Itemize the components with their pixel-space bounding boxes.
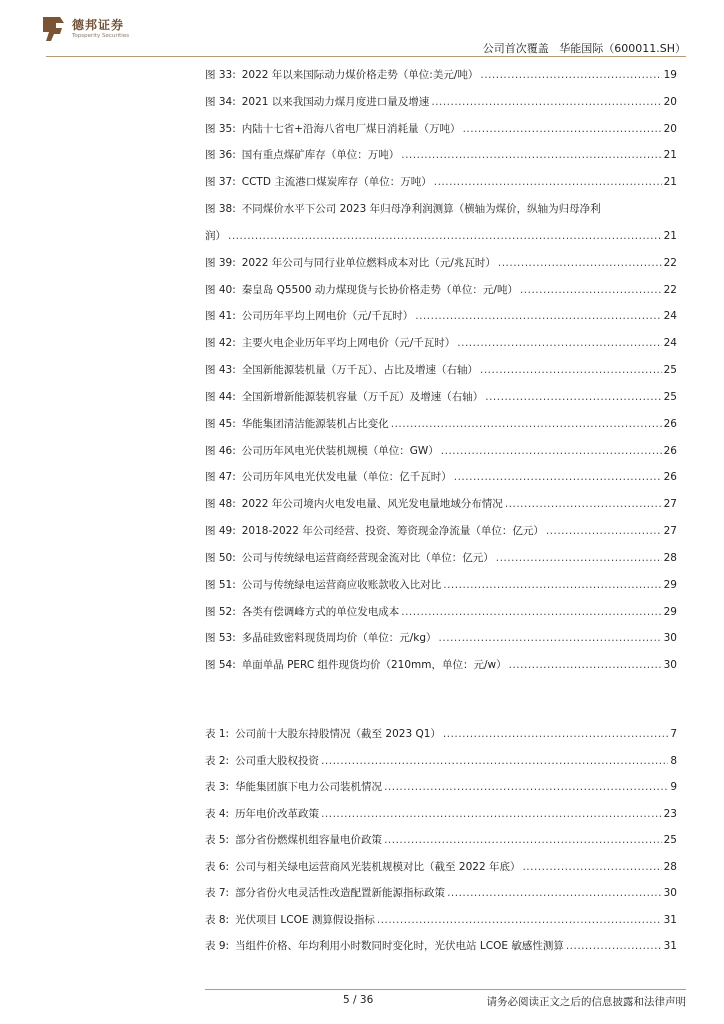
entry-title: 公司历年风电光伏发电量（单位：亿千瓦时） [241, 471, 452, 483]
entry-title: 2022 年公司与同行业单位燃料成本对比（元/兆瓦时） [241, 257, 496, 269]
toc-entry[interactable] [205, 388, 677, 404]
entry-label: 表 7: [205, 887, 230, 899]
toc-entry[interactable] [205, 334, 677, 350]
dot-leader [443, 727, 668, 741]
entry-title: 历年电价改革政策 [235, 808, 320, 820]
toc-entry[interactable] [205, 549, 677, 565]
dot-leader [431, 95, 661, 109]
dot-leader [546, 524, 662, 538]
disclaimer-text: 请务必阅读正文之后的信息披露和法律声明 [486, 996, 686, 1008]
toc-entry[interactable] [205, 911, 677, 927]
entry-page: 20 [663, 123, 677, 135]
entry-label: 图 47: [205, 471, 236, 483]
toc-entry[interactable] [205, 937, 677, 953]
entry-title: 公司前十大股东持股情况（截至 2023 Q1） [235, 728, 441, 740]
entry-title: 单面单晶 PERC 组件现货均价（210mm，单位：元/w） [241, 659, 507, 671]
entry-title: 不同煤价水平下公司 2023 年归母净利润测算（横轴为煤价，纵轴为归母净利 [241, 203, 601, 215]
entry-title: 2021 以来我国动力煤月度进口量及增速 [241, 96, 430, 108]
toc-entry[interactable] [205, 522, 677, 538]
company-ticker: 华能国际（600011.SH） [559, 42, 686, 55]
dot-leader [391, 417, 662, 431]
toc-entry[interactable] [205, 831, 677, 847]
dot-leader [480, 363, 662, 377]
entry-title: 秦皇岛 Q5500 动力煤现货与长协价格走势（单位：元/吨） [241, 284, 518, 296]
entry-label: 表 3: [205, 781, 230, 793]
toc-entry[interactable] [205, 858, 677, 874]
dot-leader [447, 886, 662, 900]
toc-entry[interactable] [205, 307, 677, 323]
entry-label: 图 41: [205, 310, 236, 322]
entry-page: 31 [663, 940, 677, 952]
entry-label: 图 37: [205, 176, 236, 188]
entry-page: 31 [663, 914, 677, 926]
entry-page: 25 [663, 364, 677, 376]
entry-page: 30 [663, 887, 677, 899]
entry-title: 各类有偿调峰方式的单位发电成本 [241, 606, 400, 618]
entry-label: 图 50: [205, 552, 236, 564]
entry-title: 2018-2022 年公司经营、投资、筹资现金净流量（单位：亿元） [241, 525, 544, 537]
dot-leader [522, 860, 661, 874]
entry-title: 公司与传统绿电运营商经营现金流对比（单位：亿元） [241, 552, 494, 564]
entry-title: 公司与传统绿电运营商应收账款收入比对比 [241, 579, 442, 591]
toc-entry[interactable] [205, 725, 677, 741]
entry-title: 华能集团旗下电力公司装机情况 [235, 781, 383, 793]
entry-title: CCTD 主流港口煤炭库存（单位：万吨） [241, 176, 432, 188]
entry-page: 24 [663, 310, 677, 322]
dot-leader [498, 256, 662, 270]
entry-page: 20 [663, 96, 677, 108]
toc-entry[interactable] [205, 66, 677, 82]
entry-label: 图 43: [205, 364, 236, 376]
entry-page: 25 [663, 391, 677, 403]
entry-page: 19 [663, 69, 677, 81]
dot-leader [415, 309, 661, 323]
toc-entry[interactable] [205, 200, 677, 216]
toc-entry[interactable] [205, 146, 677, 162]
dot-leader [480, 68, 661, 82]
dot-leader [439, 631, 662, 645]
entry-page: 30 [663, 632, 677, 644]
entry-title: 内陆十七省+沿海八省电厂煤日消耗量（万吨） [241, 123, 461, 135]
dot-leader [509, 658, 662, 672]
dot-leader [505, 497, 662, 511]
entry-page: 22 [663, 257, 677, 269]
toc-entry[interactable] [205, 120, 677, 136]
entry-page: 29 [663, 579, 677, 591]
report-type: 公司首次覆盖 [482, 42, 549, 55]
entry-page: 27 [663, 498, 677, 510]
dot-leader [520, 283, 662, 297]
entry-label: 图 40: [205, 284, 236, 296]
dot-leader [566, 939, 662, 953]
header-divider [46, 56, 686, 57]
dot-leader [496, 551, 662, 565]
dot-leader [485, 390, 661, 404]
entry-page: 26 [663, 445, 677, 457]
entry-title: 全国新增新能源装机容量（万千瓦）及增速（右轴） [241, 391, 484, 403]
entry-title: 部分省份火电灵活性改造配置新能源指标政策 [235, 887, 446, 899]
entry-title: 公司历年风电光伏装机规模（单位：GW） [241, 445, 439, 457]
dot-leader [463, 122, 662, 136]
toc-entry[interactable] [205, 415, 677, 431]
entry-label: 图 39: [205, 257, 236, 269]
toc-entry[interactable] [205, 752, 677, 768]
toc-entry[interactable] [205, 576, 677, 592]
toc-entry[interactable] [205, 884, 677, 900]
entry-title: 公司重大股权投资 [235, 755, 320, 767]
entry-title: 润） [205, 230, 226, 242]
entry-page: 21 [663, 149, 677, 161]
entry-label: 图 52: [205, 606, 236, 618]
entry-page: 21 [663, 230, 677, 242]
entry-page: 28 [663, 552, 677, 564]
toc-entry[interactable] [205, 93, 677, 109]
entry-label: 图 54: [205, 659, 236, 671]
entry-label: 图 46: [205, 445, 236, 457]
dot-leader [457, 336, 661, 350]
dot-leader [454, 470, 662, 484]
entry-label: 图 51: [205, 579, 236, 591]
toc-entry[interactable] [205, 603, 677, 619]
entry-label: 图 53: [205, 632, 236, 644]
entry-label: 图 42: [205, 337, 236, 349]
entry-label: 表 2: [205, 755, 230, 767]
entry-label: 图 49: [205, 525, 236, 537]
toc-entry[interactable] [205, 805, 677, 821]
entry-page: 7 [670, 728, 677, 740]
report-header-info [483, 40, 686, 56]
dot-leader [377, 913, 662, 927]
entry-label: 图 44: [205, 391, 236, 403]
entry-label: 图 45: [205, 418, 236, 430]
dot-leader [401, 148, 661, 162]
entry-page: 26 [663, 471, 677, 483]
page-header [0, 0, 724, 56]
entry-label: 图 35: [205, 123, 236, 135]
entry-label: 表 6: [205, 861, 230, 873]
entry-page: 22 [663, 284, 677, 296]
dot-leader [434, 175, 662, 189]
entry-label: 图 33: [205, 69, 236, 81]
toc-entry[interactable] [205, 173, 677, 189]
dot-leader [321, 754, 668, 768]
brand-logo-icon [40, 14, 66, 44]
dot-leader [321, 807, 662, 821]
entry-label: 表 5: [205, 834, 230, 846]
entry-title: 多晶硅致密料现货周均价（单位：元/kg） [241, 632, 437, 644]
entry-title: 光伏项目 LCOE 测算假设指标 [235, 914, 375, 926]
entry-label: 表 9: [205, 940, 230, 952]
entry-page: 30 [663, 659, 677, 671]
page-number: 5 / 36 [343, 994, 374, 1006]
entry-page: 28 [663, 861, 677, 873]
toc-entry[interactable] [205, 778, 677, 794]
toc-entry[interactable] [205, 495, 677, 511]
brand-english-name: Topsperity Securities [72, 33, 130, 39]
dot-leader [228, 229, 662, 243]
toc-entry[interactable] [205, 361, 677, 377]
entry-title: 公司历年平均上网电价（元/千瓦时） [241, 310, 414, 322]
dot-leader [384, 780, 668, 794]
footer-divider [205, 989, 686, 990]
brand-name: 德邦证券 [72, 18, 125, 32]
entry-title: 部分省份燃煤机组容量电价政策 [235, 834, 383, 846]
entry-page: 24 [663, 337, 677, 349]
toc-entry[interactable] [205, 468, 677, 484]
entry-label: 图 48: [205, 498, 236, 510]
dot-leader [443, 578, 661, 592]
entry-label: 表 8: [205, 914, 230, 926]
dot-leader [441, 444, 662, 458]
entry-label: 表 1: [205, 728, 230, 740]
toc-entry[interactable] [205, 254, 677, 270]
entry-title: 主要火电企业历年平均上网电价（元/千瓦时） [241, 337, 456, 349]
entry-page: 26 [663, 418, 677, 430]
entry-page: 25 [663, 834, 677, 846]
entry-label: 图 38: [205, 203, 236, 215]
toc-entry[interactable] [205, 656, 677, 672]
entry-label: 图 34: [205, 96, 236, 108]
entry-label: 图 36: [205, 149, 236, 161]
dot-leader [401, 605, 661, 619]
toc-entry[interactable] [205, 281, 677, 297]
entry-title: 公司与相关绿电运营商风光装机规模对比（截至 2022 年底） [235, 861, 521, 873]
entry-page: 29 [663, 606, 677, 618]
entry-title: 2022 年以来国际动力煤价格走势（单位:美元/吨） [241, 69, 479, 81]
entry-page: 8 [670, 755, 677, 767]
entry-page: 9 [670, 781, 677, 793]
entry-title: 当组件价格、年均利用小时数同时变化时，光伏电站 LCOE 敏感性测算 [235, 940, 564, 952]
entry-page: 23 [663, 808, 677, 820]
entry-title: 全国新能源装机量（万千瓦）、占比及增速（右轴） [241, 364, 478, 376]
entry-title: 2022 年公司境内火电发电量、风光发电量地域分布情况 [241, 498, 503, 510]
toc-entry[interactable] [205, 629, 677, 645]
toc-entry-continuation[interactable] [205, 227, 677, 243]
dot-leader [384, 833, 662, 847]
toc-entry[interactable] [205, 442, 677, 458]
entry-title: 国有重点煤矿库存（单位：万吨） [241, 149, 400, 161]
entry-page: 21 [663, 176, 677, 188]
entry-title: 华能集团清洁能源装机占比变化 [241, 418, 389, 430]
entry-page: 27 [663, 525, 677, 537]
entry-label: 表 4: [205, 808, 230, 820]
